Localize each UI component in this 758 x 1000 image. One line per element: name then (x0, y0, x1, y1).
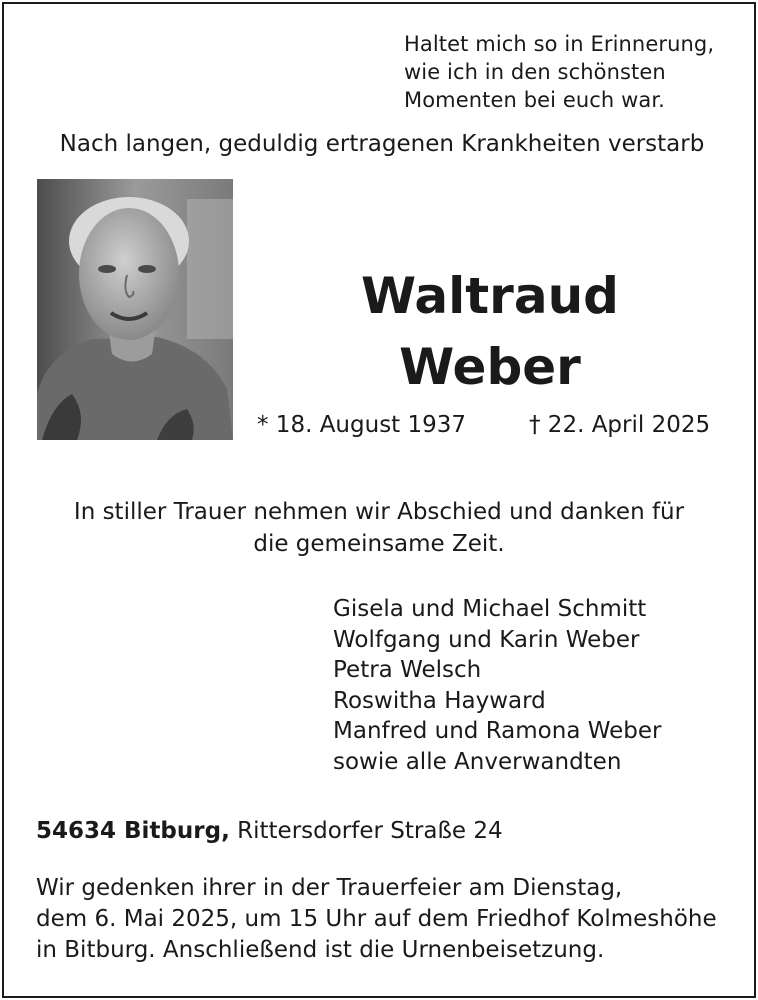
death-date: † 22. April 2025 (529, 412, 711, 438)
mourner: Roswitha Hayward (333, 687, 546, 714)
deceased-first-name: Waltraud (361, 267, 619, 325)
mourner: Gisela und Michael Schmitt (333, 596, 647, 622)
service-line: Wir gedenken ihrer in der Trauerfeier am Dienstag, (36, 875, 623, 901)
motto-line: Momenten bei euch war. (404, 88, 665, 112)
grief-statement (0, 496, 758, 560)
address-street: Rittersdorfer Straße 24 (237, 818, 503, 844)
motto-quote (404, 30, 744, 114)
birth-date: * 18. August 1937 (257, 412, 467, 438)
portrait-photo (37, 179, 233, 440)
mourner: Manfred und Ramona Weber (333, 718, 662, 744)
mourner: Wolfgang und Karin Weber (333, 626, 640, 653)
grief-line: In stiller Trauer nehmen wir Abschied und danken für (73, 499, 685, 525)
intro-text: Nach langen, geduldig ertragenen Krankheiten verstarb (59, 131, 705, 157)
mourner: Petra Welsch (333, 657, 482, 683)
address-city: 54634 Bitburg, (36, 818, 230, 844)
service-line: dem 6. Mai 2025, um 15 Uhr auf dem Friedhof Kolmeshöhe (36, 906, 717, 932)
address (36, 815, 503, 847)
grief-line: die gemeinsame Zeit. (253, 531, 505, 557)
motto-line: Haltet mich so in Erinnerung, (404, 32, 715, 56)
service-info (36, 873, 717, 966)
deceased-last-name: Weber (399, 338, 581, 396)
mourner: sowie alle Anverwandten (333, 748, 622, 775)
service-line: in Bitburg. Anschließend ist die Urnenbeisetzung. (36, 937, 605, 963)
mourners-list (333, 594, 661, 777)
motto-line: wie ich in den schönsten (404, 60, 666, 84)
